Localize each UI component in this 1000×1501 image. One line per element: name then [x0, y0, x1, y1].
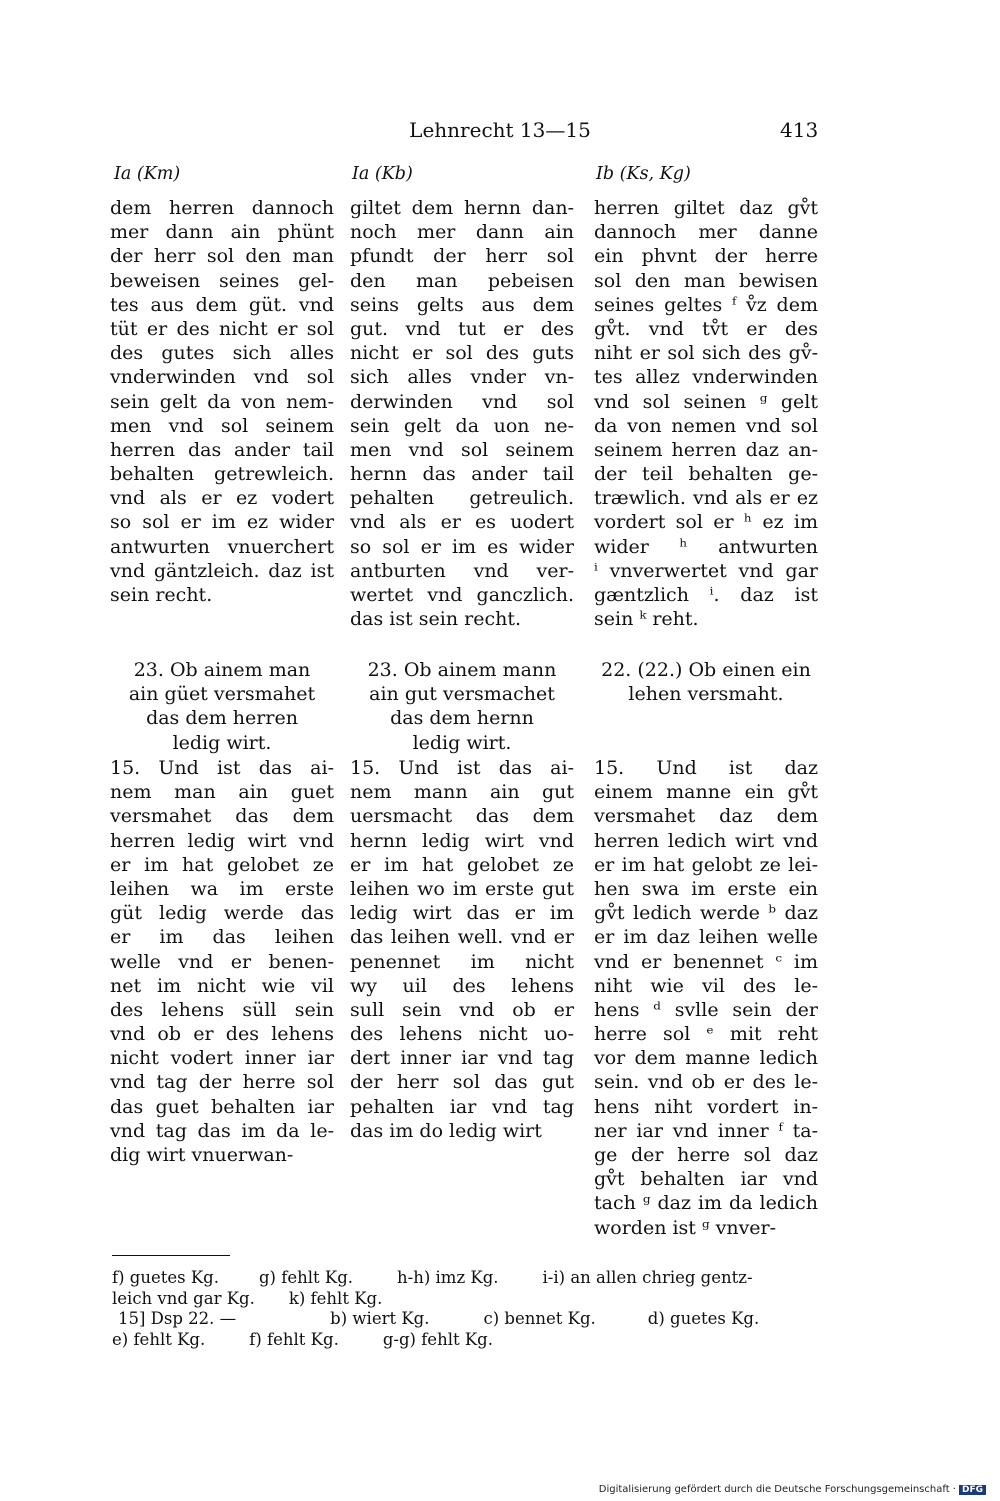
page-title: Lehnrecht 13—15: [409, 118, 591, 142]
text-line: ge der herre sol daz: [594, 1144, 818, 1166]
text-line: gv̊t. vnd tv̊t er des: [594, 317, 818, 340]
text-line: tüt er des nicht er sol: [110, 317, 334, 340]
text-line: giltet dem hernn dan-: [350, 197, 574, 219]
text-line: hen swa im erste ein: [594, 877, 818, 900]
text-line: gæntzlich ⁱ. daz ist: [594, 584, 818, 606]
section-heading-line: 23. Ob ainem mann: [367, 659, 557, 681]
text-line: nicht er sol des guts: [350, 342, 574, 365]
text-line: seines geltes ᶠ v̊z dem: [594, 293, 818, 316]
text-line: nem mann ain gut: [350, 781, 574, 804]
text-line: versmahet das dem: [110, 805, 334, 828]
text-line: vor dem manne ledich: [594, 1047, 818, 1070]
footnote-line-3: [112, 1309, 818, 1330]
text-line: men vnd sol seinem: [350, 438, 574, 461]
text-line: antwurten vnuerchert: [110, 535, 334, 558]
text-line: der herr sol das gut: [350, 1071, 574, 1094]
text-line: nicht vodert inner iar: [110, 1047, 334, 1070]
text-line: noch mer dann ain: [350, 221, 574, 244]
text-line: sein gelt da von nem-: [110, 390, 334, 413]
text-line: sich alles vnder vn-: [350, 366, 574, 389]
text-line: der teil behalten ge-: [594, 463, 818, 486]
text-line: ner iar vnd inner ᶠ ta-: [594, 1119, 818, 1142]
column-3-top-text: [594, 196, 818, 631]
text-line: vnd er benennet ᶜ im: [594, 950, 818, 973]
footnote-line-2: [112, 1289, 818, 1310]
page-number: 413: [780, 118, 819, 142]
text-line: herren ledig wirt vnd: [110, 829, 334, 852]
text-line: gut. vnd tut er des: [350, 317, 574, 340]
text-line: vnd ob er des lehens: [110, 1023, 334, 1046]
section-heading-line: lehen versmaht.: [628, 683, 784, 706]
text-line: net im nicht wie vil: [110, 974, 334, 997]
section-heading-line: ledig wirt.: [412, 731, 512, 754]
text-line: hens ᵈ svlle sein der: [594, 998, 818, 1021]
text-line: 15. Und ist das ai-: [110, 757, 334, 779]
text-line: leihen wo im erste gut: [350, 877, 574, 900]
text-line: 15. Und ist daz: [594, 757, 818, 779]
text-line: sein. vnd ob er des le-: [594, 1071, 818, 1094]
text-line: vnd tag der herre sol: [110, 1071, 334, 1094]
text-line: wertet vnd ganczlich.: [350, 584, 574, 606]
text-line: dig wirt vnuerwan-: [110, 1144, 294, 1166]
text-line: 15. Und ist das ai-: [350, 757, 574, 779]
column-3-body: [594, 756, 818, 1240]
column-siglum-1: Ia (Km): [114, 164, 181, 184]
text-line: den man pebeisen: [350, 269, 574, 292]
text-line: hens niht vordert in-: [594, 1095, 818, 1118]
text-line: beweisen seines gel-: [110, 269, 334, 292]
text-line: ein phvnt der herre: [594, 245, 818, 268]
text-line: niht er sol sich des gv̊-: [594, 342, 818, 365]
column-siglum-2: Ia (Kb): [352, 164, 413, 184]
text-line: dannoch mer danne: [594, 221, 818, 244]
text-line: so sol er im ez wider: [110, 511, 334, 534]
text-line: vnd gäntzleich. daz ist: [110, 559, 334, 582]
text-line: sull sein vnd ob er: [350, 998, 574, 1021]
text-line: des lehens süll sein: [110, 998, 334, 1021]
text-line: der herr sol den man: [110, 245, 334, 268]
text-line: leihen wa im erste: [110, 877, 334, 900]
text-line: er im das leihen: [110, 926, 334, 949]
footnote-line-4: [112, 1330, 818, 1351]
text-line: pehalten getreulich.: [350, 487, 574, 510]
text-line: nem man ain guet: [110, 781, 334, 804]
text-line: wider ʰ antwurten: [594, 535, 818, 558]
text-line: pfundt der herr sol: [350, 245, 574, 268]
text-line: das guet behalten iar: [110, 1095, 334, 1118]
section-heading-line: ledig wirt.: [172, 731, 272, 754]
footnote: e) fehlt Kg.: [112, 1329, 206, 1349]
text-line: tes allez vnderwinden: [594, 366, 818, 389]
footnote-line-1: [112, 1268, 818, 1289]
text-line: sein gelt da uon ne-: [350, 414, 574, 437]
text-line: sein ᵏ reht.: [594, 608, 699, 631]
column-2-top-text: [350, 196, 574, 631]
text-line: herren ledich wirt vnd: [594, 829, 818, 852]
section-heading-line: ain güet versmahet: [128, 683, 316, 706]
text-line: gv̊t ledich werde ᵇ daz: [594, 902, 818, 925]
text-line: versmahet daz dem: [594, 805, 818, 828]
text-line: worden ist ᵍ vnver-: [594, 1216, 777, 1239]
text-line: niht wie vil des le-: [594, 974, 818, 997]
section-heading-line: 22. (22.) Ob einen ein: [601, 659, 811, 681]
footnote: b) wiert Kg.: [330, 1309, 430, 1328]
text-line: ledig wirt das er im: [350, 902, 574, 925]
text-line: behalten getrewleich.: [110, 463, 334, 486]
section-heading-line: das dem hernn: [390, 707, 534, 730]
text-line: das im do ledig wirt: [350, 1119, 542, 1142]
text-line: uersmacht das dem: [350, 805, 574, 828]
footnote: leich vnd gar Kg.: [112, 1288, 255, 1308]
text-line: er im hat gelobet ze: [350, 853, 574, 876]
footnote: f) guetes Kg.: [112, 1268, 219, 1287]
text-line: tes aus dem güt. vnd: [110, 293, 334, 316]
text-line: penennet im nicht: [350, 950, 574, 973]
text-line: vnd tag das im da le-: [110, 1119, 334, 1142]
text-line: seins gelts aus dem: [350, 293, 574, 316]
text-line: vnd sol seinen ᵍ gelt: [594, 390, 818, 413]
section-heading-line: 23. Ob ainem man: [133, 659, 311, 681]
footnote: c) bennet Kg.: [483, 1309, 596, 1328]
footnotes: [112, 1268, 818, 1350]
column-1-top-text: [110, 196, 334, 607]
column-siglum-3: Ib (Ks, Kg): [596, 164, 691, 184]
text-line: herren das ander tail: [110, 438, 334, 461]
text-line: des gutes sich alles: [110, 342, 334, 365]
text-line: wy uil des lehens: [350, 974, 574, 997]
footnote: h-h) imz Kg.: [397, 1268, 499, 1287]
text-line: herre sol ᵉ mit reht: [594, 1023, 818, 1046]
footnote: f) fehlt Kg.: [249, 1329, 339, 1349]
text-line: dem herren dannoch: [110, 197, 334, 219]
text-line: sein recht.: [110, 584, 213, 606]
text-line: seinem herren daz an-: [594, 438, 818, 461]
text-line: gv̊t behalten iar vnd: [594, 1168, 818, 1191]
text-line: mer dann ain phünt: [110, 221, 334, 244]
text-line: dert inner iar vnd tag: [350, 1047, 574, 1070]
column-3-heading: [594, 658, 818, 706]
section-heading-line: ain gut versmachet: [369, 683, 555, 706]
text-line: tach ᵍ daz im da ledich: [594, 1192, 818, 1215]
text-line: herren giltet daz gv̊t: [594, 197, 818, 219]
text-line: men vnd sol seinem: [110, 414, 334, 437]
text-line: güt ledig werde das: [110, 902, 334, 925]
text-line: das ist sein recht.: [350, 608, 522, 631]
text-line: einem manne ein gv̊t: [594, 781, 818, 804]
dfg-logo: DFG: [959, 1485, 986, 1495]
text-line: pehalten iar vnd tag: [350, 1095, 574, 1118]
text-line: vnd als er ez vodert: [110, 487, 334, 510]
text-line: des lehens nicht uo-: [350, 1023, 574, 1046]
text-line: welle vnd er benen-: [110, 950, 334, 973]
text-line: er im hat gelobt ze lei-: [594, 853, 818, 876]
text-line: ⁱ vnverwertet vnd gar: [594, 559, 818, 582]
footnote-rule: [112, 1255, 230, 1256]
column-1-body: [110, 756, 334, 1167]
text-line: er im daz leihen welle: [594, 926, 818, 949]
credit-text: Digitalisierung gefördert durch die Deutsche Forschungsgemeinschaft ·: [598, 1484, 956, 1495]
text-line: vnd als er es uodert: [350, 511, 574, 534]
text-line: das leihen well. vnd er: [350, 926, 574, 949]
text-line: antburten vnd ver-: [350, 559, 574, 582]
column-2-body: [350, 756, 574, 1143]
text-line: vordert sol er ʰ ez im: [594, 511, 818, 534]
section-heading-line: das dem herren: [146, 707, 298, 730]
column-1-heading: [110, 658, 334, 755]
footnote: k) fehlt Kg.: [288, 1288, 383, 1308]
footnote: 15] Dsp 22. —: [118, 1309, 237, 1328]
text-line: so sol er im es wider: [350, 535, 574, 558]
footnote: d) guetes Kg.: [647, 1309, 760, 1328]
text-line: vnderwinden vnd sol: [110, 366, 334, 389]
text-line: derwinden vnd sol: [350, 390, 574, 413]
footnote: g) fehlt Kg.: [258, 1268, 354, 1287]
text-line: da von nemen vnd sol: [594, 414, 818, 437]
text-line: hernn ledig wirt vnd: [350, 829, 574, 852]
footnote: g-g) fehlt Kg.: [382, 1329, 493, 1349]
footnote: i-i) an allen chrieg gentz-: [542, 1268, 753, 1287]
text-line: er im hat gelobet ze: [110, 853, 334, 876]
text-line: træwlich. vnd als er ez: [594, 487, 818, 510]
text-line: sol den man bewisen: [594, 269, 818, 292]
digitization-credit: [599, 1484, 986, 1495]
column-2-heading: [350, 658, 574, 755]
text-line: hernn das ander tail: [350, 463, 574, 486]
